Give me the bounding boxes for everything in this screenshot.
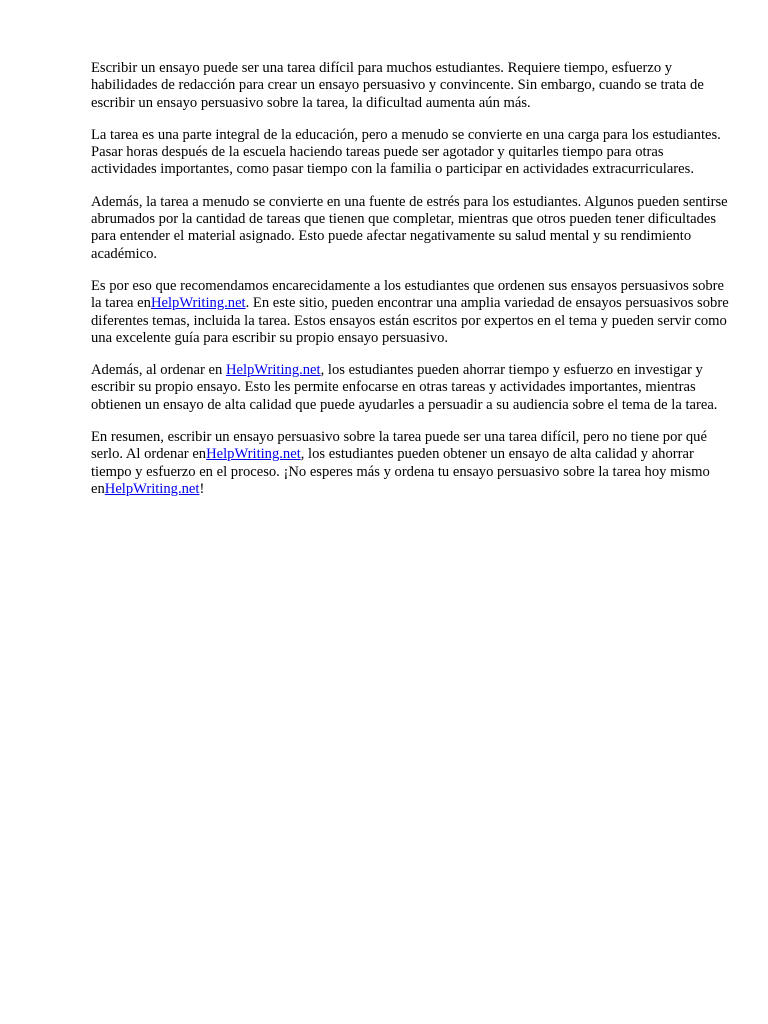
paragraph-intro: Escribir un ensayo puede ser una tarea difícil para muchos estudiantes. Requiere tiempo, esfuerzo y habilidades de redacción para crear un ensayo persuasivo y convincente. Sin embargo, cuando se trata de escribir un ensayo persuasivo sobre la tarea, la dificultad aumenta aún más. xyxy=(91,60,704,111)
helpwriting-link[interactable]: HelpWriting.net xyxy=(150,295,246,312)
helpwriting-link[interactable]: HelpWriting.net xyxy=(104,480,200,497)
paragraph-recommendation xyxy=(91,278,731,347)
paragraph-text: . En este sitio, pueden encontrar una amplia variedad de ensayos persuasivos sobre diferentes temas, incluida la tarea. Estos ensayos están escritos por expertos en el tema y pueden servir como una excelente guía para escribir su propio ensayo persuasivo. xyxy=(91,295,729,346)
paragraph-homework-burden: La tarea es una parte integral de la educación, pero a menudo se convierte en una carga para los estudiantes. Pasar horas después de la escuela haciendo tareas puede ser agotador y quitarles tiempo para otras actividades importantes, como pasar tiempo con la familia o participar en actividades extracurriculares. xyxy=(91,126,721,178)
paragraph-text: ! xyxy=(199,480,205,497)
paragraph-benefits xyxy=(91,362,731,414)
paragraph-summary xyxy=(91,429,731,498)
document-page xyxy=(91,60,731,513)
paragraph-text: , los estudiantes pueden ahorrar tiempo y esfuerzo en investigar y escribir su propio ensayo. Esto les permite enfocarse en otras tareas y actividades importantes, mientras obtienen un ensayo de alta calidad que puede ayudarles a persuadir a su audiencia sobre el tema de la tarea. xyxy=(91,362,718,413)
paragraph-text: Es por eso que recomendamos encarecidamente a los estudiantes que ordenen sus ensayos persuasivos sobre la tarea en xyxy=(91,277,725,312)
helpwriting-link[interactable]: HelpWriting.net xyxy=(206,446,301,463)
paragraph-text: En resumen, escribir un ensayo persuasivo sobre la tarea puede ser una tarea difícil, pero no tiene por qué serlo. Al ordenar en xyxy=(91,429,707,463)
paragraph-text: Además, al ordenar en xyxy=(91,362,226,379)
paragraph-text: , los estudiantes pueden obtener un ensayo de alta calidad y ahorrar tiempo y esfuerzo en el proceso. ¡No esperes más y ordena tu ensayo persuasivo sobre la tarea hoy mismo en xyxy=(91,446,710,497)
paragraph-stress: Además, la tarea a menudo se convierte en una fuente de estrés para los estudiantes. Algunos pueden sentirse abrumados por la cantidad de tareas que tienen que completar, mientras que otros pueden tener dificultades para entender el material asignado. Esto puede afectar negativamente su salud mental y su rendimiento académico. xyxy=(91,193,728,262)
helpwriting-link[interactable]: HelpWriting.net xyxy=(225,362,321,379)
